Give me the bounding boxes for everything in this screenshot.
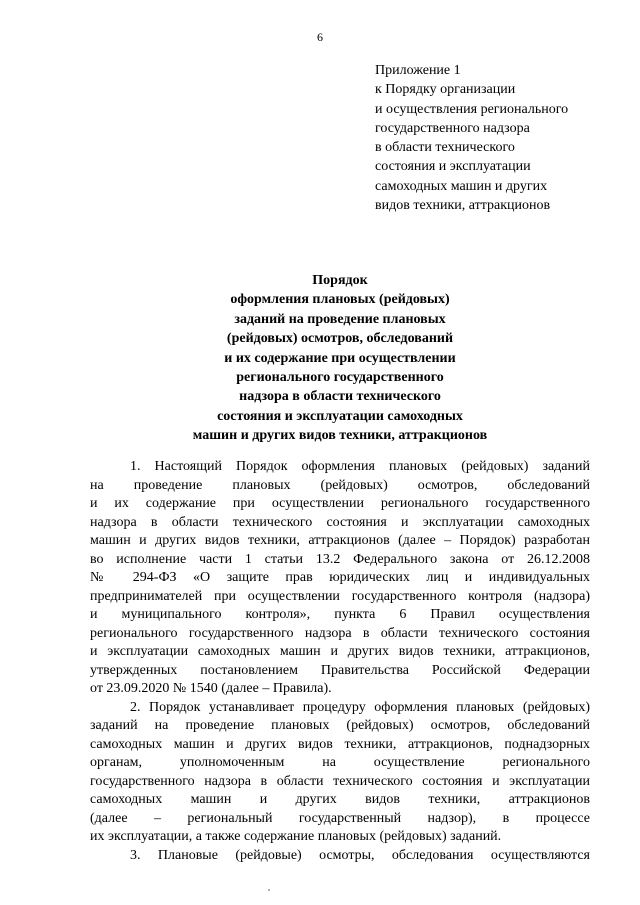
appendix-line: в области технического [375,140,515,156]
scan-speck [268,889,270,891]
body-line: надзора в области технического состояния и эксплуатации самоходных [90,514,590,530]
title-line: (рейдовых) осмотров, обследований [226,331,454,347]
body-line: 1. Настоящий Порядок оформления плановых (рейдовых) заданий [130,459,590,474]
appendix-line: государственного надзора [375,120,530,136]
body-line: (далее – региональный государственный надзор), в процессе [90,810,590,826]
body-line: от 23.09.2020 № 1540 (далее – Правила). [90,681,332,696]
body-line: на проведение плановых (рейдовых) осмотров, обследований [90,477,590,493]
body-line: и эксплуатации самоходных машин и других видов техники, аттракционов, [90,644,590,659]
body-line: № 294-ФЗ «О защите прав юридических лиц и индивидуальных [90,570,590,585]
title-line: машин и других видов техники, аттракционов [192,428,488,444]
title-line: и их содержание при осуществлении [224,350,456,366]
body-line: во исполнение части 1 статьи 13.2 Федерального закона от 26.12.2008 [90,551,590,567]
page-number: 6 [317,30,323,44]
body-line: и муниципального контроля», пункта 6 Правил осуществления [90,607,590,622]
body-line: заданий на проведение плановых (рейдовых) осмотров, обследований [90,718,590,733]
appendix-line: состояния и эксплуатации [375,159,531,175]
body-line: регионального государственного надзора в области технического состояния [90,625,590,641]
appendix-header [375,61,635,215]
body-line: и их содержание при осуществлении регионального государственного [90,496,590,511]
document-title [90,271,590,446]
body-line: органам, уполномоченным на осуществление регионального [90,755,590,770]
appendix-line: и осуществления регионального [375,101,569,117]
title-line: надзора в области технического [239,389,441,405]
appendix-line: самоходных машин и других [375,178,548,194]
title-line: регионального государственного [236,370,444,386]
body-line: государственного надзора в области технического состояния и эксплуатации [90,773,590,789]
body-line: предпринимателей при осуществлении государственного контроля (надзора) [90,588,590,604]
paragraph-3 [90,847,590,866]
appendix-line: Приложение 1 [375,63,461,78]
paragraph-2 [90,699,590,847]
paragraph-1 [90,458,590,699]
body-line: их эксплуатации, а также содержание плановых (рейдовых) заданий. [90,829,502,844]
body-line: самоходных машин и других видов техники, аттракционов, поднадзорных [90,736,590,752]
title-line: Порядок [312,273,368,288]
body-line: 2. Порядок устанавливает процедуру оформления плановых (рейдовых) [130,699,590,715]
title-line: состояния и эксплуатации самоходных [217,408,463,424]
body-line: 3. Плановые (рейдовые) осмотры, обследования осуществляются [130,847,590,863]
document-body [90,458,590,865]
body-line: утвержденных постановлением Правительства Российской Федерации [90,662,590,678]
body-line: машин и других видов техники, аттракционов (далее – Порядок) разработан [90,533,590,548]
title-line: оформления плановых (рейдовых) [230,292,450,308]
appendix-line: видов техники, аттракционов [375,198,551,214]
title-line: заданий на проведение плановых [234,311,446,327]
body-line: самоходных машин и других видов техники, аттракционов [90,792,590,807]
appendix-line: к Порядку организации [375,82,516,98]
